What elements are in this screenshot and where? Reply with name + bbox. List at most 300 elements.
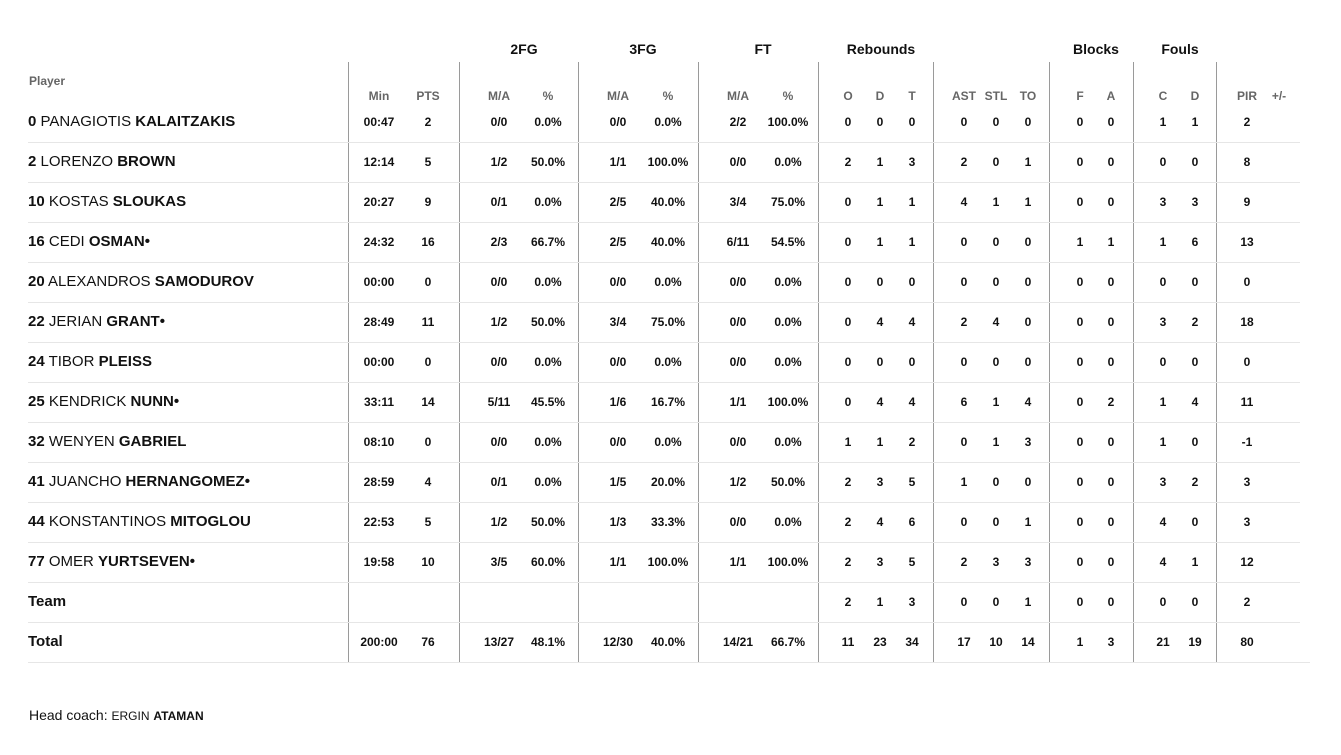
column-header-plus-minus: +/-: [1271, 89, 1287, 103]
stat-blk-against: 2: [1107, 395, 1115, 409]
player-number: 77: [28, 553, 45, 570]
player-name[interactable]: [28, 462, 250, 502]
stat-fouls-drawn: 0: [1191, 435, 1199, 449]
column-header-3fg-ma: M/A: [607, 89, 629, 103]
stat-blk-against: 1: [1107, 235, 1115, 249]
player-row: [28, 182, 1300, 223]
stat-tot-reb: 4: [908, 315, 916, 329]
stat-blk-for: 0: [1076, 595, 1084, 609]
player-last-name: PLEISS: [98, 353, 152, 370]
stat-3fg-ma: 1/6: [609, 395, 627, 409]
stat-pir: 18: [1240, 315, 1254, 329]
stat-ast: 0: [960, 275, 968, 289]
stat-2fg-ma: 0/1: [490, 475, 508, 489]
stat-2fg-pct: 0.0%: [534, 475, 562, 489]
stat-2fg-ma: 13/27: [483, 635, 515, 649]
column-header-fouls-drawn: D: [1190, 89, 1200, 103]
stat-def-reb: 0: [876, 115, 884, 129]
stat-stl: 0: [992, 115, 1000, 129]
stat-3fg-ma: 1/1: [609, 555, 627, 569]
stat-pts: 5: [424, 515, 432, 529]
stat-3fg-pct: 0.0%: [654, 435, 682, 449]
stat-ft-pct: 0.0%: [774, 155, 802, 169]
stat-pts: 4: [424, 475, 432, 489]
stat-to: 0: [1024, 315, 1032, 329]
player-last-name: KALAITZAKIS: [135, 113, 236, 130]
stat-blk-for: 0: [1076, 195, 1084, 209]
stat-3fg-pct: 100.0%: [647, 155, 689, 169]
stat-2fg-pct: 45.5%: [530, 395, 566, 409]
stat-def-reb: 4: [876, 395, 884, 409]
stat-3fg-pct: 40.0%: [650, 235, 686, 249]
stat-blk-against: 0: [1107, 515, 1115, 529]
stat-pir: 2: [1243, 115, 1251, 129]
stat-stl: 3: [992, 555, 1000, 569]
player-first-name: WENYEN: [48, 433, 115, 450]
stat-min: 24:32: [363, 235, 395, 249]
stat-min: 00:00: [363, 355, 395, 369]
stat-ft-pct: 100.0%: [767, 555, 809, 569]
group-blocks: Blocks: [1073, 41, 1119, 57]
stat-3fg-pct: 40.0%: [650, 635, 686, 649]
stat-min: 12:14: [363, 155, 395, 169]
stat-ft-ma: 2/2: [729, 115, 747, 129]
player-name[interactable]: [28, 222, 150, 262]
stat-fouls-drawn: 19: [1188, 635, 1202, 649]
stat-2fg-ma: 3/5: [490, 555, 508, 569]
player-last-name: SLOUKAS: [112, 193, 187, 210]
stat-3fg-ma: 2/5: [609, 195, 627, 209]
stat-def-reb: 1: [876, 435, 884, 449]
head-coach-label: Head coach:: [29, 707, 108, 723]
player-name[interactable]: [28, 262, 254, 302]
stat-ast: 0: [960, 515, 968, 529]
stat-ft-pct: 66.7%: [770, 635, 806, 649]
stat-2fg-pct: 50.0%: [530, 155, 566, 169]
stat-off-reb: 0: [844, 355, 852, 369]
stat-ft-ma: 14/21: [722, 635, 754, 649]
stat-ft-ma: 0/0: [729, 355, 747, 369]
stat-pir: 3: [1243, 515, 1251, 529]
player-name[interactable]: [28, 502, 251, 542]
column-header-2fg-ma: M/A: [488, 89, 510, 103]
stat-2fg-pct: 0.0%: [534, 195, 562, 209]
group-3fg: 3FG: [629, 41, 657, 57]
column-header-tot-reb: T: [908, 89, 916, 103]
stat-blk-for: 0: [1076, 435, 1084, 449]
stat-fouls-committed: 1: [1159, 435, 1167, 449]
stat-min: [357, 582, 401, 622]
stat-tot-reb: 34: [905, 635, 919, 649]
stat-to: 4: [1024, 395, 1032, 409]
stat-fouls-committed: 4: [1159, 555, 1167, 569]
column-header-off-reb: O: [843, 89, 853, 103]
column-header-pir: PIR: [1236, 89, 1257, 103]
player-row: [28, 342, 1300, 383]
column-header-blk-for: F: [1076, 89, 1084, 103]
player-name: [28, 622, 63, 662]
stat-to: 0: [1024, 475, 1032, 489]
stat-fouls-drawn: 2: [1191, 475, 1199, 489]
stat-fouls-drawn: 3: [1191, 195, 1199, 209]
stat-2fg-ma: 0/0: [490, 435, 508, 449]
player-last-name: Total: [28, 633, 63, 650]
stat-to: 3: [1024, 555, 1032, 569]
stat-3fg-ma: 0/0: [609, 355, 627, 369]
stat-pir: 8: [1243, 155, 1251, 169]
stat-3fg-ma: 0/0: [609, 115, 627, 129]
column-header-fouls-committed: C: [1158, 89, 1168, 103]
stat-ast: 6: [960, 395, 968, 409]
stat-ft-pct: 0.0%: [774, 515, 802, 529]
stat-to: 1: [1024, 595, 1032, 609]
head-coach-last-name[interactable]: ATAMAN: [153, 709, 204, 723]
stat-pir: 13: [1240, 235, 1254, 249]
stat-blk-against: 0: [1107, 475, 1115, 489]
stat-2fg-pct: 66.7%: [530, 235, 566, 249]
stat-pir: 12: [1240, 555, 1254, 569]
stat-2fg-pct: 0.0%: [534, 115, 562, 129]
player-number: 22: [28, 313, 45, 330]
player-first-name: CEDI: [48, 233, 85, 250]
stat-min: 33:11: [363, 395, 395, 409]
player-last-name: SAMODUROV: [154, 273, 254, 290]
stat-3fg-ma: 0/0: [609, 275, 627, 289]
stat-pts: 0: [424, 275, 432, 289]
stat-min: 28:59: [363, 475, 395, 489]
stat-pts: 10: [421, 555, 435, 569]
stat-ft-ma: 0/0: [729, 515, 747, 529]
group-rebounds: Rebounds: [846, 41, 916, 57]
stat-ft-ma: [716, 582, 760, 622]
player-last-name: GRANT: [106, 313, 160, 330]
stat-pts: 14: [421, 395, 435, 409]
starter-marker: •: [244, 473, 250, 490]
stat-2fg-ma: 1/2: [490, 155, 508, 169]
stat-def-reb: 3: [876, 475, 884, 489]
stat-stl: 0: [992, 355, 1000, 369]
player-row: [28, 462, 1300, 503]
stat-def-reb: 1: [876, 155, 884, 169]
player-row: [28, 102, 1300, 143]
stat-ast: 2: [960, 315, 968, 329]
stat-blk-against: 0: [1107, 555, 1115, 569]
player-number: 16: [28, 233, 45, 250]
stat-blk-for: 0: [1076, 555, 1084, 569]
stat-2fg-ma: 0/0: [490, 355, 508, 369]
stat-3fg-ma: 2/5: [609, 235, 627, 249]
column-header-ft-ma: M/A: [727, 89, 749, 103]
stat-to: 0: [1024, 275, 1032, 289]
player-row: [28, 142, 1300, 183]
stat-ft-ma: 1/1: [729, 395, 747, 409]
stat-min: 00:00: [363, 275, 395, 289]
stat-ast: 2: [960, 555, 968, 569]
stat-to: 1: [1024, 195, 1032, 209]
stat-blk-for: 0: [1076, 275, 1084, 289]
stat-ft-ma: 0/0: [729, 435, 747, 449]
column-header-3fg-pct: %: [662, 89, 674, 103]
stat-ast: 4: [960, 195, 968, 209]
player-last-name: HERNANGOMEZ: [125, 473, 245, 490]
stat-tot-reb: 4: [908, 395, 916, 409]
stat-to: 0: [1024, 355, 1032, 369]
stat-fouls-committed: 3: [1159, 475, 1167, 489]
stat-min: 20:27: [363, 195, 395, 209]
stat-pir: 9: [1243, 195, 1251, 209]
stat-pir: -1: [1241, 435, 1253, 449]
stat-3fg-pct: [646, 582, 690, 622]
stat-ast: 0: [960, 435, 968, 449]
stat-fouls-committed: 0: [1159, 275, 1167, 289]
stat-2fg-pct: 48.1%: [530, 635, 566, 649]
stat-min: 28:49: [363, 315, 395, 329]
column-header-ft-pct: %: [782, 89, 794, 103]
player-name: [28, 582, 66, 622]
stat-stl: 0: [992, 275, 1000, 289]
player-name[interactable]: [28, 422, 186, 462]
player-name[interactable]: [28, 302, 165, 342]
stat-fouls-drawn: 1: [1191, 555, 1199, 569]
stat-ft-pct: 0.0%: [774, 435, 802, 449]
stat-stl: 0: [992, 235, 1000, 249]
stat-off-reb: 0: [844, 115, 852, 129]
starter-marker: •: [173, 393, 180, 410]
player-number: 41: [28, 473, 45, 490]
stat-3fg-pct: 0.0%: [654, 275, 682, 289]
stat-2fg-pct: 50.0%: [530, 515, 566, 529]
stat-ft-pct: 75.0%: [770, 195, 806, 209]
player-first-name: KOSTAS: [48, 193, 109, 210]
stat-def-reb: 3: [876, 555, 884, 569]
stat-pts: 0: [424, 435, 432, 449]
column-header-stl: STL: [984, 89, 1008, 103]
stat-fouls-committed: 3: [1159, 195, 1167, 209]
stat-stl: 4: [992, 315, 1000, 329]
player-first-name: KENDRICK: [48, 393, 127, 410]
starter-marker: •: [159, 313, 165, 330]
stat-blk-against: 0: [1107, 435, 1115, 449]
stat-2fg-pct: [526, 582, 570, 622]
stat-off-reb: 1: [844, 435, 852, 449]
stat-ft-ma: 3/4: [729, 195, 747, 209]
stat-min: 08:10: [363, 435, 395, 449]
stat-ft-pct: [766, 582, 810, 622]
stat-fouls-committed: 1: [1159, 235, 1167, 249]
column-header-min: Min: [368, 89, 390, 103]
starter-marker: •: [189, 553, 195, 570]
player-row: [28, 422, 1300, 463]
stat-to: 14: [1021, 635, 1035, 649]
stat-ft-pct: 0.0%: [774, 355, 802, 369]
stat-def-reb: 4: [876, 515, 884, 529]
stat-to: 3: [1024, 435, 1032, 449]
stat-fouls-committed: 3: [1159, 315, 1167, 329]
player-first-name: KONSTANTINOS: [48, 513, 167, 530]
total-row: [28, 622, 1310, 663]
stat-stl: 0: [992, 155, 1000, 169]
stat-to: 0: [1024, 235, 1032, 249]
stat-fouls-drawn: 2: [1191, 315, 1199, 329]
stat-blk-against: 0: [1107, 595, 1115, 609]
stat-off-reb: 11: [841, 635, 855, 649]
stat-blk-for: 1: [1076, 635, 1084, 649]
stat-pts: [406, 582, 450, 622]
player-last-name: OSMAN: [88, 233, 145, 250]
stat-2fg-ma: 5/11: [487, 395, 511, 409]
stat-off-reb: 2: [844, 155, 852, 169]
stat-def-reb: 1: [876, 195, 884, 209]
stat-tot-reb: 1: [908, 195, 916, 209]
player-name[interactable]: [28, 182, 186, 222]
stat-blk-for: 0: [1076, 475, 1084, 489]
stat-2fg-ma: 2/3: [490, 235, 508, 249]
stat-fouls-drawn: 4: [1191, 395, 1199, 409]
stat-3fg-pct: 0.0%: [654, 115, 682, 129]
stat-fouls-drawn: 0: [1191, 155, 1199, 169]
stat-fouls-committed: 1: [1159, 395, 1167, 409]
stat-off-reb: 0: [844, 395, 852, 409]
stat-tot-reb: 2: [908, 435, 916, 449]
player-last-name: NUNN: [130, 393, 174, 410]
stat-off-reb: 2: [844, 595, 852, 609]
stat-def-reb: 1: [876, 235, 884, 249]
stat-blk-against: 0: [1107, 195, 1115, 209]
stat-3fg-pct: 100.0%: [647, 555, 689, 569]
stat-3fg-ma: 12/30: [602, 635, 634, 649]
stat-2fg-ma: 1/2: [490, 515, 508, 529]
stat-def-reb: 23: [873, 635, 887, 649]
player-name[interactable]: [28, 382, 179, 422]
stat-blk-against: 0: [1107, 315, 1115, 329]
stat-tot-reb: 5: [908, 555, 916, 569]
stat-ft-pct: 0.0%: [774, 315, 802, 329]
stat-off-reb: 0: [844, 195, 852, 209]
stat-tot-reb: 1: [908, 235, 916, 249]
column-header-pts: PTS: [416, 89, 440, 103]
stat-off-reb: 0: [844, 315, 852, 329]
player-number: 10: [28, 193, 45, 210]
stat-stl: 1: [992, 195, 1000, 209]
player-first-name: PANAGIOTIS: [40, 113, 132, 130]
stat-off-reb: 0: [844, 275, 852, 289]
player-first-name: TIBOR: [48, 353, 95, 370]
stat-blk-for: 0: [1076, 315, 1084, 329]
stat-stl: 1: [992, 395, 1000, 409]
team-row: [28, 582, 1300, 623]
player-number: 24: [28, 353, 45, 370]
stat-stl: 10: [989, 635, 1003, 649]
stat-2fg-ma: 0/1: [490, 195, 508, 209]
column-header-player: Player: [29, 74, 66, 88]
stat-ft-ma: 0/0: [729, 315, 747, 329]
stat-pts: 11: [421, 315, 435, 329]
stat-ast: 1: [960, 475, 968, 489]
stat-stl: 0: [992, 515, 1000, 529]
stat-2fg-ma: [477, 582, 521, 622]
stat-blk-against: 0: [1107, 275, 1115, 289]
stat-off-reb: 0: [844, 235, 852, 249]
stat-ft-ma: 6/11: [726, 235, 750, 249]
stat-3fg-ma: 0/0: [609, 435, 627, 449]
stat-fouls-committed: 4: [1159, 515, 1167, 529]
stat-blk-for: 1: [1076, 235, 1084, 249]
stat-3fg-ma: 3/4: [609, 315, 627, 329]
stat-ft-pct: 54.5%: [770, 235, 806, 249]
player-row: [28, 542, 1300, 583]
player-name[interactable]: [28, 542, 195, 582]
stat-min: 00:47: [363, 115, 395, 129]
stat-3fg-pct: 40.0%: [650, 195, 686, 209]
stat-stl: 1: [992, 435, 1000, 449]
player-first-name: JUANCHO: [48, 473, 122, 490]
column-header-2fg-pct: %: [542, 89, 554, 103]
stat-ast: 0: [960, 595, 968, 609]
group-fouls: Fouls: [1161, 41, 1199, 57]
stat-min: 22:53: [363, 515, 395, 529]
stat-pts: 9: [424, 195, 432, 209]
stat-fouls-drawn: 0: [1191, 355, 1199, 369]
stat-def-reb: 0: [876, 355, 884, 369]
stat-ast: 0: [960, 235, 968, 249]
stat-blk-against: 0: [1107, 155, 1115, 169]
stat-ft-ma: 0/0: [729, 155, 747, 169]
column-header-def-reb: D: [875, 89, 885, 103]
player-first-name: ALEXANDROS: [48, 273, 151, 290]
player-number: 25: [28, 393, 45, 410]
stat-fouls-committed: 0: [1159, 355, 1167, 369]
stat-fouls-drawn: 0: [1191, 595, 1199, 609]
stat-blk-for: 0: [1076, 115, 1084, 129]
player-name[interactable]: [28, 102, 235, 142]
stat-3fg-ma: [596, 582, 640, 622]
stat-fouls-drawn: 1: [1191, 115, 1199, 129]
stat-pts: 76: [421, 635, 435, 649]
stat-def-reb: 0: [876, 275, 884, 289]
stat-stl: 0: [992, 475, 1000, 489]
starter-marker: •: [144, 233, 150, 250]
stat-3fg-ma: 1/5: [609, 475, 627, 489]
stat-fouls-drawn: 0: [1191, 515, 1199, 529]
stat-tot-reb: 0: [908, 275, 916, 289]
stat-ft-ma: 1/2: [729, 475, 747, 489]
player-first-name: LORENZO: [40, 153, 114, 170]
column-header-to: TO: [1019, 89, 1037, 103]
stat-off-reb: 2: [844, 515, 852, 529]
stat-ast: 17: [957, 635, 971, 649]
player-last-name: MITOGLOU: [170, 513, 251, 530]
player-number: 32: [28, 433, 45, 450]
stat-2fg-pct: 60.0%: [530, 555, 566, 569]
stat-pir: 0: [1243, 275, 1251, 289]
player-last-name: BROWN: [117, 153, 176, 170]
stat-blk-against: 0: [1107, 355, 1115, 369]
stat-pir: 11: [1240, 395, 1254, 409]
stat-ast: 0: [960, 355, 968, 369]
column-header-blk-against: A: [1106, 89, 1116, 103]
player-name[interactable]: [28, 142, 176, 182]
stat-tot-reb: 5: [908, 475, 916, 489]
stat-2fg-pct: 0.0%: [534, 275, 562, 289]
player-last-name: YURTSEVEN: [98, 553, 190, 570]
stat-stl: 0: [992, 595, 1000, 609]
stat-blk-for: 0: [1076, 155, 1084, 169]
stat-3fg-pct: 16.7%: [650, 395, 686, 409]
player-number: 2: [28, 153, 37, 170]
player-name[interactable]: [28, 342, 152, 382]
stat-def-reb: 4: [876, 315, 884, 329]
stat-ft-pct: 100.0%: [767, 395, 809, 409]
